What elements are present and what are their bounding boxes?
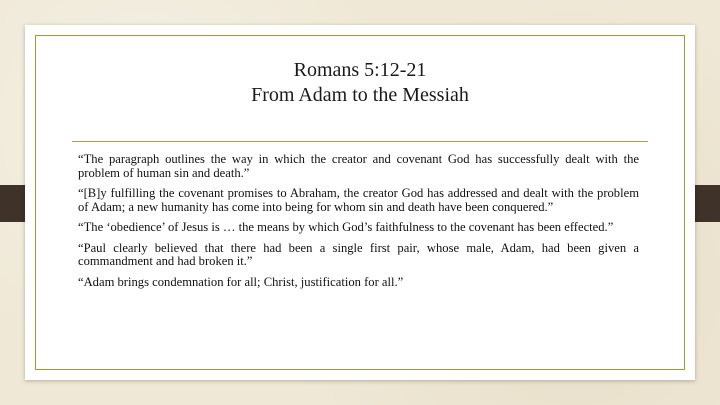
- slide-card: [25, 25, 695, 380]
- title-line-2: From Adam to the Messiah: [251, 84, 469, 106]
- quote-paragraph: “Adam brings condemnation for all; Christ, justification for all.”: [78, 274, 404, 289]
- title-divider: [72, 141, 648, 142]
- quote-paragraph: “The paragraph outlines the way in which the creator and covenant God has successfully dealt with the problem of human sin and death.”: [78, 152, 639, 180]
- slide-title: [25, 58, 695, 108]
- quote-paragraph: “[B]y fulfilling the covenant promises to Abraham, the creator God has addressed and dealt with the problem of Adam; a new humanity has come into being for whom sin and death have been conquered.”: [78, 186, 639, 214]
- quote-list: [78, 153, 639, 296]
- quote-paragraph: “Paul clearly believed that there had been a single first pair, whose male, Adam, had been given a commandment and had broken it.”: [78, 240, 639, 268]
- quote-paragraph: “The ‘obedience’ of Jesus is … the means by which God’s faithfulness to the covenant has been effected.”: [78, 220, 614, 234]
- title-line-1: Romans 5:12-21: [293, 59, 427, 81]
